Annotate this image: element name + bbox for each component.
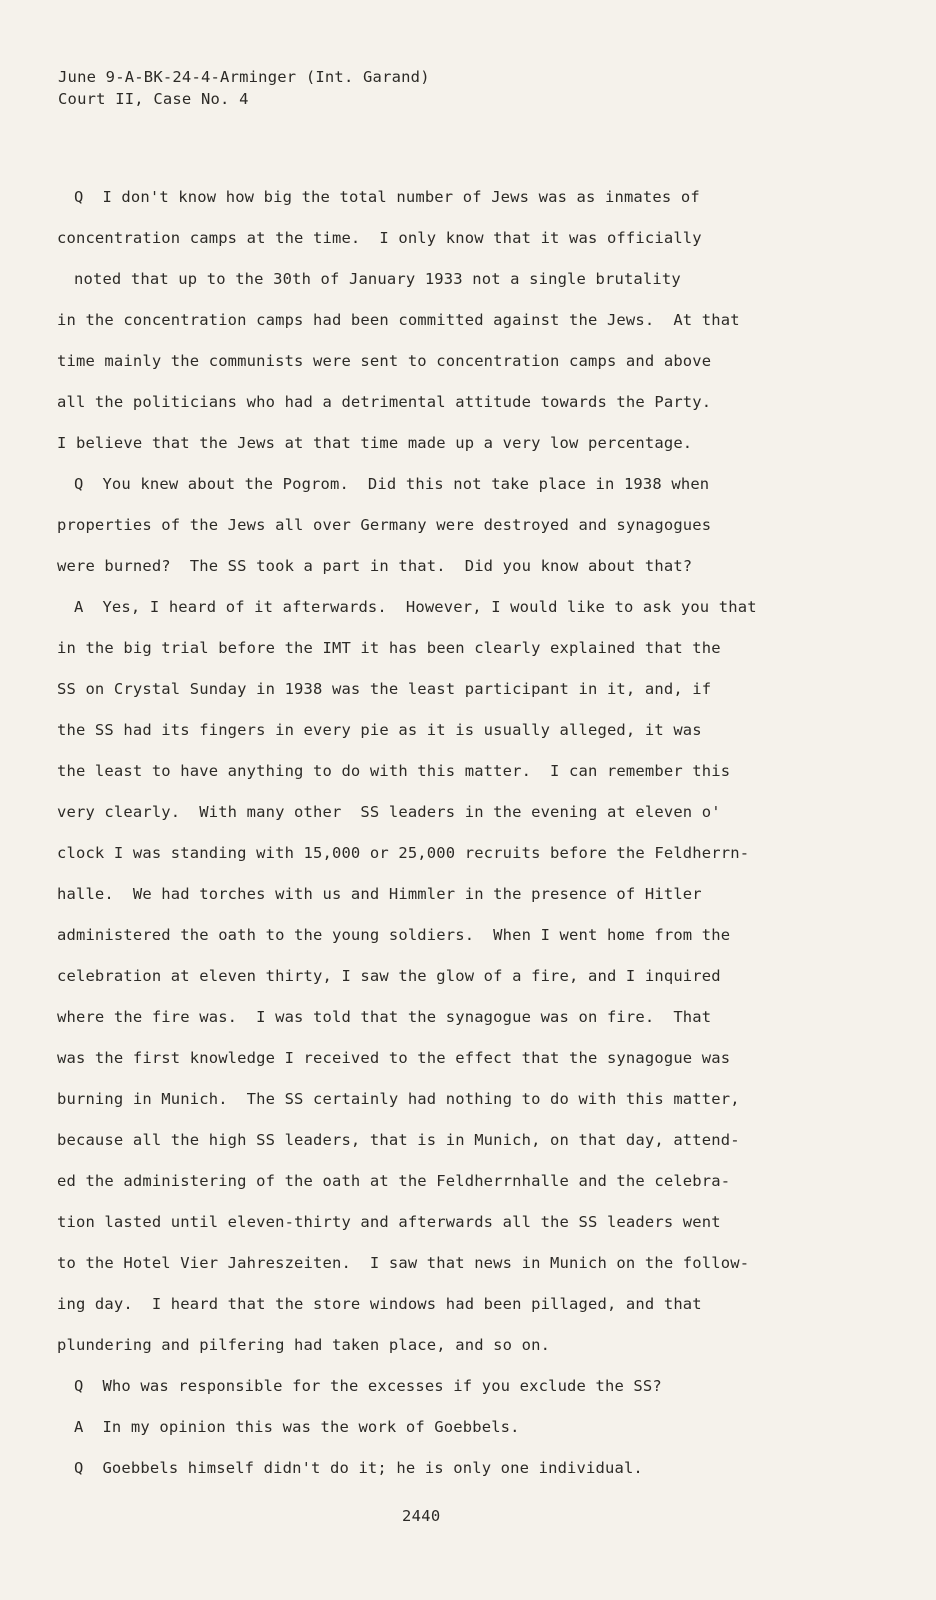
transcript-line: where the fire was. I was told that the synagogue was on fire. That bbox=[57, 1008, 712, 1026]
transcript-line: was the first knowledge I received to the effect that the synagogue was bbox=[57, 1049, 731, 1067]
transcript-line: concentration camps at the time. I only know that it was officially bbox=[57, 229, 702, 247]
transcript-line: halle. We had torches with us and Himmler in the presence of Hitler bbox=[57, 885, 702, 903]
transcript-line: very clearly. With many other SS leaders in the evening at eleven o' bbox=[57, 803, 721, 821]
transcript-line: administered the oath to the young soldiers. When I went home from the bbox=[57, 926, 731, 944]
transcript-line: burning in Munich. The SS certainly had nothing to do with this matter, bbox=[57, 1090, 740, 1108]
transcript-line: ed the administering of the oath at the Feldherrnhalle and the celebra- bbox=[57, 1172, 731, 1190]
transcript-line: in the concentration camps had been committed against the Jews. At that bbox=[57, 311, 740, 329]
transcript-line: Q Who was responsible for the excesses if you exclude the SS? bbox=[74, 1377, 662, 1395]
transcript-line: the least to have anything to do with this matter. I can remember this bbox=[57, 762, 731, 780]
transcript-line: because all the high SS leaders, that is in Munich, on that day, attend- bbox=[57, 1131, 740, 1149]
transcript-line: all the politicians who had a detrimental attitude towards the Party. bbox=[57, 393, 712, 411]
transcript-line: to the Hotel Vier Jahreszeiten. I saw that news in Munich on the follow- bbox=[57, 1254, 750, 1272]
transcript-line: in the big trial before the IMT it has been clearly explained that the bbox=[57, 639, 721, 657]
transcript-line: celebration at eleven thirty, I saw the glow of a fire, and I inquired bbox=[57, 967, 721, 985]
page-number: 2440 bbox=[402, 1507, 441, 1525]
transcript-line: plundering and pilfering had taken place, and so on. bbox=[57, 1336, 551, 1354]
transcript-line: Q I don't know how big the total number of Jews was as inmates of bbox=[74, 188, 700, 206]
transcript-line: A Yes, I heard of it afterwards. However, I would like to ask you that bbox=[74, 598, 757, 616]
document-header bbox=[58, 66, 430, 110]
header-court-case: Court II, Case No. 4 bbox=[58, 90, 249, 108]
transcript-line: the SS had its fingers in every pie as it is usually alleged, it was bbox=[57, 721, 702, 739]
transcript-line: ing day. I heard that the store windows had been pillaged, and that bbox=[57, 1295, 702, 1313]
transcript-line: Q Goebbels himself didn't do it; he is only one individual. bbox=[74, 1459, 643, 1477]
transcript-line: clock I was standing with 15,000 or 25,000 recruits before the Feldherrn- bbox=[57, 844, 750, 862]
transcript-line: time mainly the communists were sent to concentration camps and above bbox=[57, 352, 712, 370]
transcript-line: SS on Crystal Sunday in 1938 was the least participant in it, and, if bbox=[57, 680, 712, 698]
transcript-line: noted that up to the 30th of January 1933 not a single brutality bbox=[74, 270, 681, 288]
header-reference: June 9-A-BK-24-4-Arminger (Int. Garand) bbox=[58, 68, 430, 86]
transcript-line: I believe that the Jews at that time made up a very low percentage. bbox=[57, 434, 693, 452]
transcript-line: Q You knew about the Pogrom. Did this not take place in 1938 when bbox=[74, 475, 710, 493]
transcript-line: tion lasted until eleven-thirty and afterwards all the SS leaders went bbox=[57, 1213, 721, 1231]
transcript-line: properties of the Jews all over Germany were destroyed and synagogues bbox=[57, 516, 712, 534]
transcript-line: A In my opinion this was the work of Goebbels. bbox=[74, 1418, 520, 1436]
transcript-line: were burned? The SS took a part in that. Did you know about that? bbox=[57, 557, 693, 575]
